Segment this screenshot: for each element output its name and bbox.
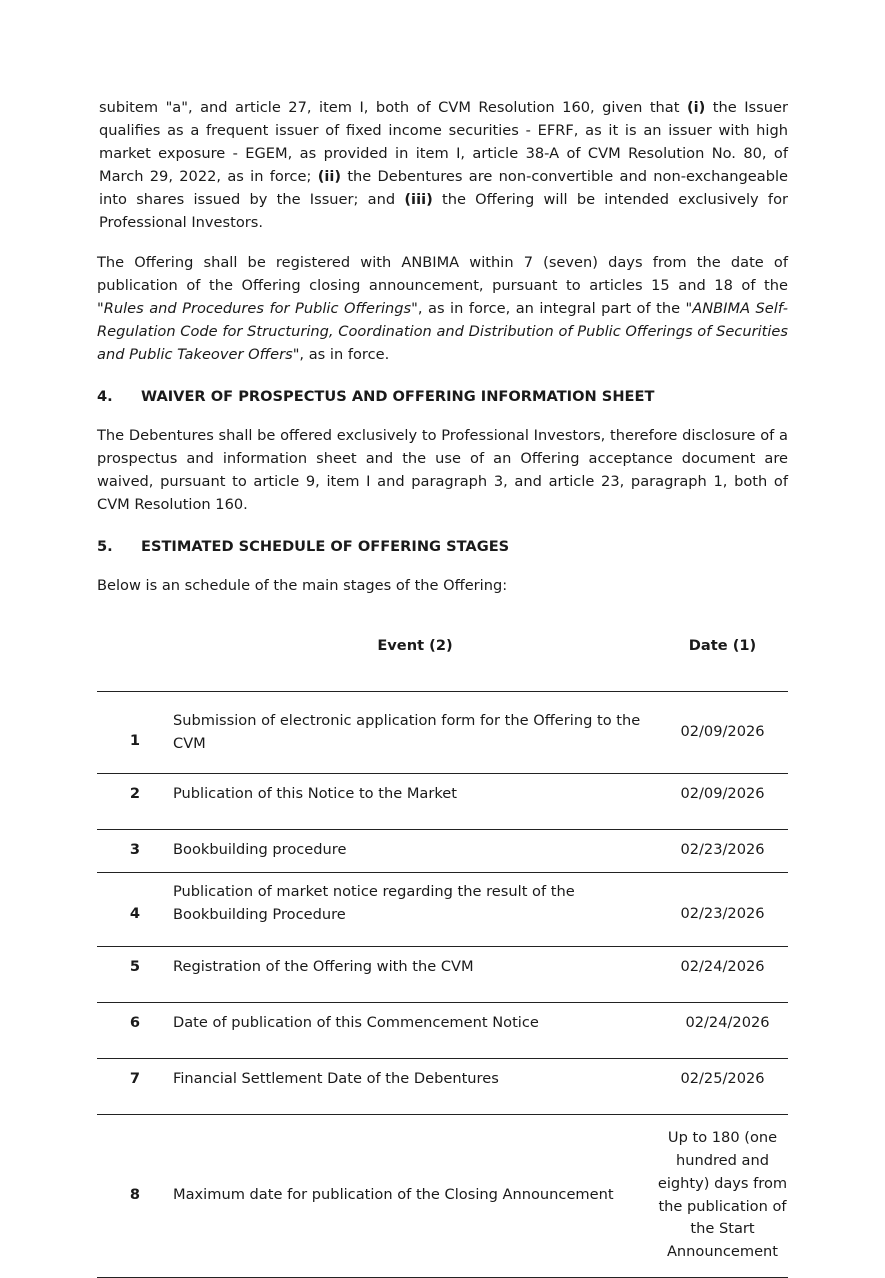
section-5-number: 5. [97,537,113,555]
para1-bold-iii: (iii) [404,190,433,208]
table-row [97,1114,788,1277]
row-event: Bookbuilding procedure [173,829,657,872]
row-number: 4 [97,872,173,946]
paragraph-eligibility [97,97,788,234]
para1-bold-ii: (ii) [317,167,342,185]
para1-text-2: the Issuer qualifies as a frequent issuer of fixed income securities - EFRF, as it is an issuer with high market exposure - EGEM, as provided in item I, article 38-A of CVM Resolution No. 80, of March 29, 2022, as in force; [99,99,788,185]
row-date: 02/23/2026 [657,872,788,946]
document-page [97,97,788,1278]
para2-text-3: ", as in force. [292,346,390,364]
table-row [97,773,788,829]
para1-bold-i: (i) [686,99,706,116]
section-4-title: WAIVER OF PROSPECTUS AND OFFERING INFORMATION SHEET [141,387,655,405]
para2-text-1: The Offering shall be registered with ANBIMA within 7 (seven) days from the date of publication of the Offering closing announcement, pursuant to articles 15 and 18 of the " [97,254,788,318]
row-date: 02/09/2026 [657,773,788,829]
section-4-number: 4. [97,387,113,405]
row-event: Financial Settlement Date of the Debentures [173,1058,657,1114]
table-row [97,872,788,946]
header-number [97,615,173,692]
table-row [97,691,788,773]
row-date: 02/23/2026 [657,829,788,872]
header-date: Date (1) [688,637,757,654]
row-number: 6 [97,1002,173,1058]
row-number: 3 [97,829,173,872]
row-number: 7 [97,1058,173,1114]
para1-text-1: subitem "a", and article 27, item I, both of CVM Resolution 160, given that [99,99,687,116]
row-event: Publication of this Notice to the Market [173,773,657,829]
row-number: 2 [97,773,173,829]
para2-italic-rules: Rules and Procedures for Public Offerings [103,300,412,318]
table-row [97,1002,788,1058]
header-event: Event (2) [377,637,453,654]
row-number: 5 [97,946,173,1002]
section-5-intro: Below is an schedule of the main stages of the Offering: [97,576,508,594]
para1-text-4: the Offering will be intended exclusively for Professional Investors. [99,190,789,231]
section-5-title: ESTIMATED SCHEDULE OF OFFERING STAGES [141,537,510,555]
row-number: 8 [97,1114,173,1277]
row-date: 02/09/2026 [657,691,788,773]
section-4-heading [97,386,788,408]
section-5-heading [97,536,788,558]
row-date: 02/25/2026 [657,1058,788,1114]
row-date: 02/24/2026 [657,946,788,1002]
para2-text-2: ", as in force, an integral part of the " [411,300,693,318]
section-4-text: The Debentures shall be offered exclusively to Professional Investors, therefore disclosure of a prospectus and information sheet and the use of an Offering acceptance document are waived, pursuant to article 9, item I and paragraph 3, and article 23, paragraph 1, both of CVM Resolution 160. [97,426,788,513]
row-event: Registration of the Offering with the CVM [173,946,657,1002]
row-event: Submission of electronic application form for the Offering to the CVM [173,691,657,773]
table-row [97,946,788,1002]
paragraph-anbima-registration [97,252,788,367]
schedule-header-row [97,615,788,692]
table-row [97,829,788,872]
table-row [97,1058,788,1114]
row-number: 1 [97,691,173,773]
row-event: Maximum date for publication of the Closing Announcement [173,1114,657,1277]
row-date: 02/24/2026 [657,1002,788,1058]
row-date: Up to 180 (one hundred and eighty) days from the publication of the Start Announcement [657,1114,788,1277]
para1-text-3: the Debentures are non-convertible and non-exchangeable into shares issued by the Issuer; and [99,167,789,208]
para2-italic-code: ANBIMA Self-Regulation Code for Structuring, Coordination and Distribution of Public Offerings of Securities and Public Takeover Offers [97,300,788,364]
row-event: Date of publication of this Commencement Notice [173,1002,657,1058]
schedule-table [97,615,788,1278]
row-event: Publication of market notice regarding the result of the Bookbuilding Procedure [173,872,657,946]
